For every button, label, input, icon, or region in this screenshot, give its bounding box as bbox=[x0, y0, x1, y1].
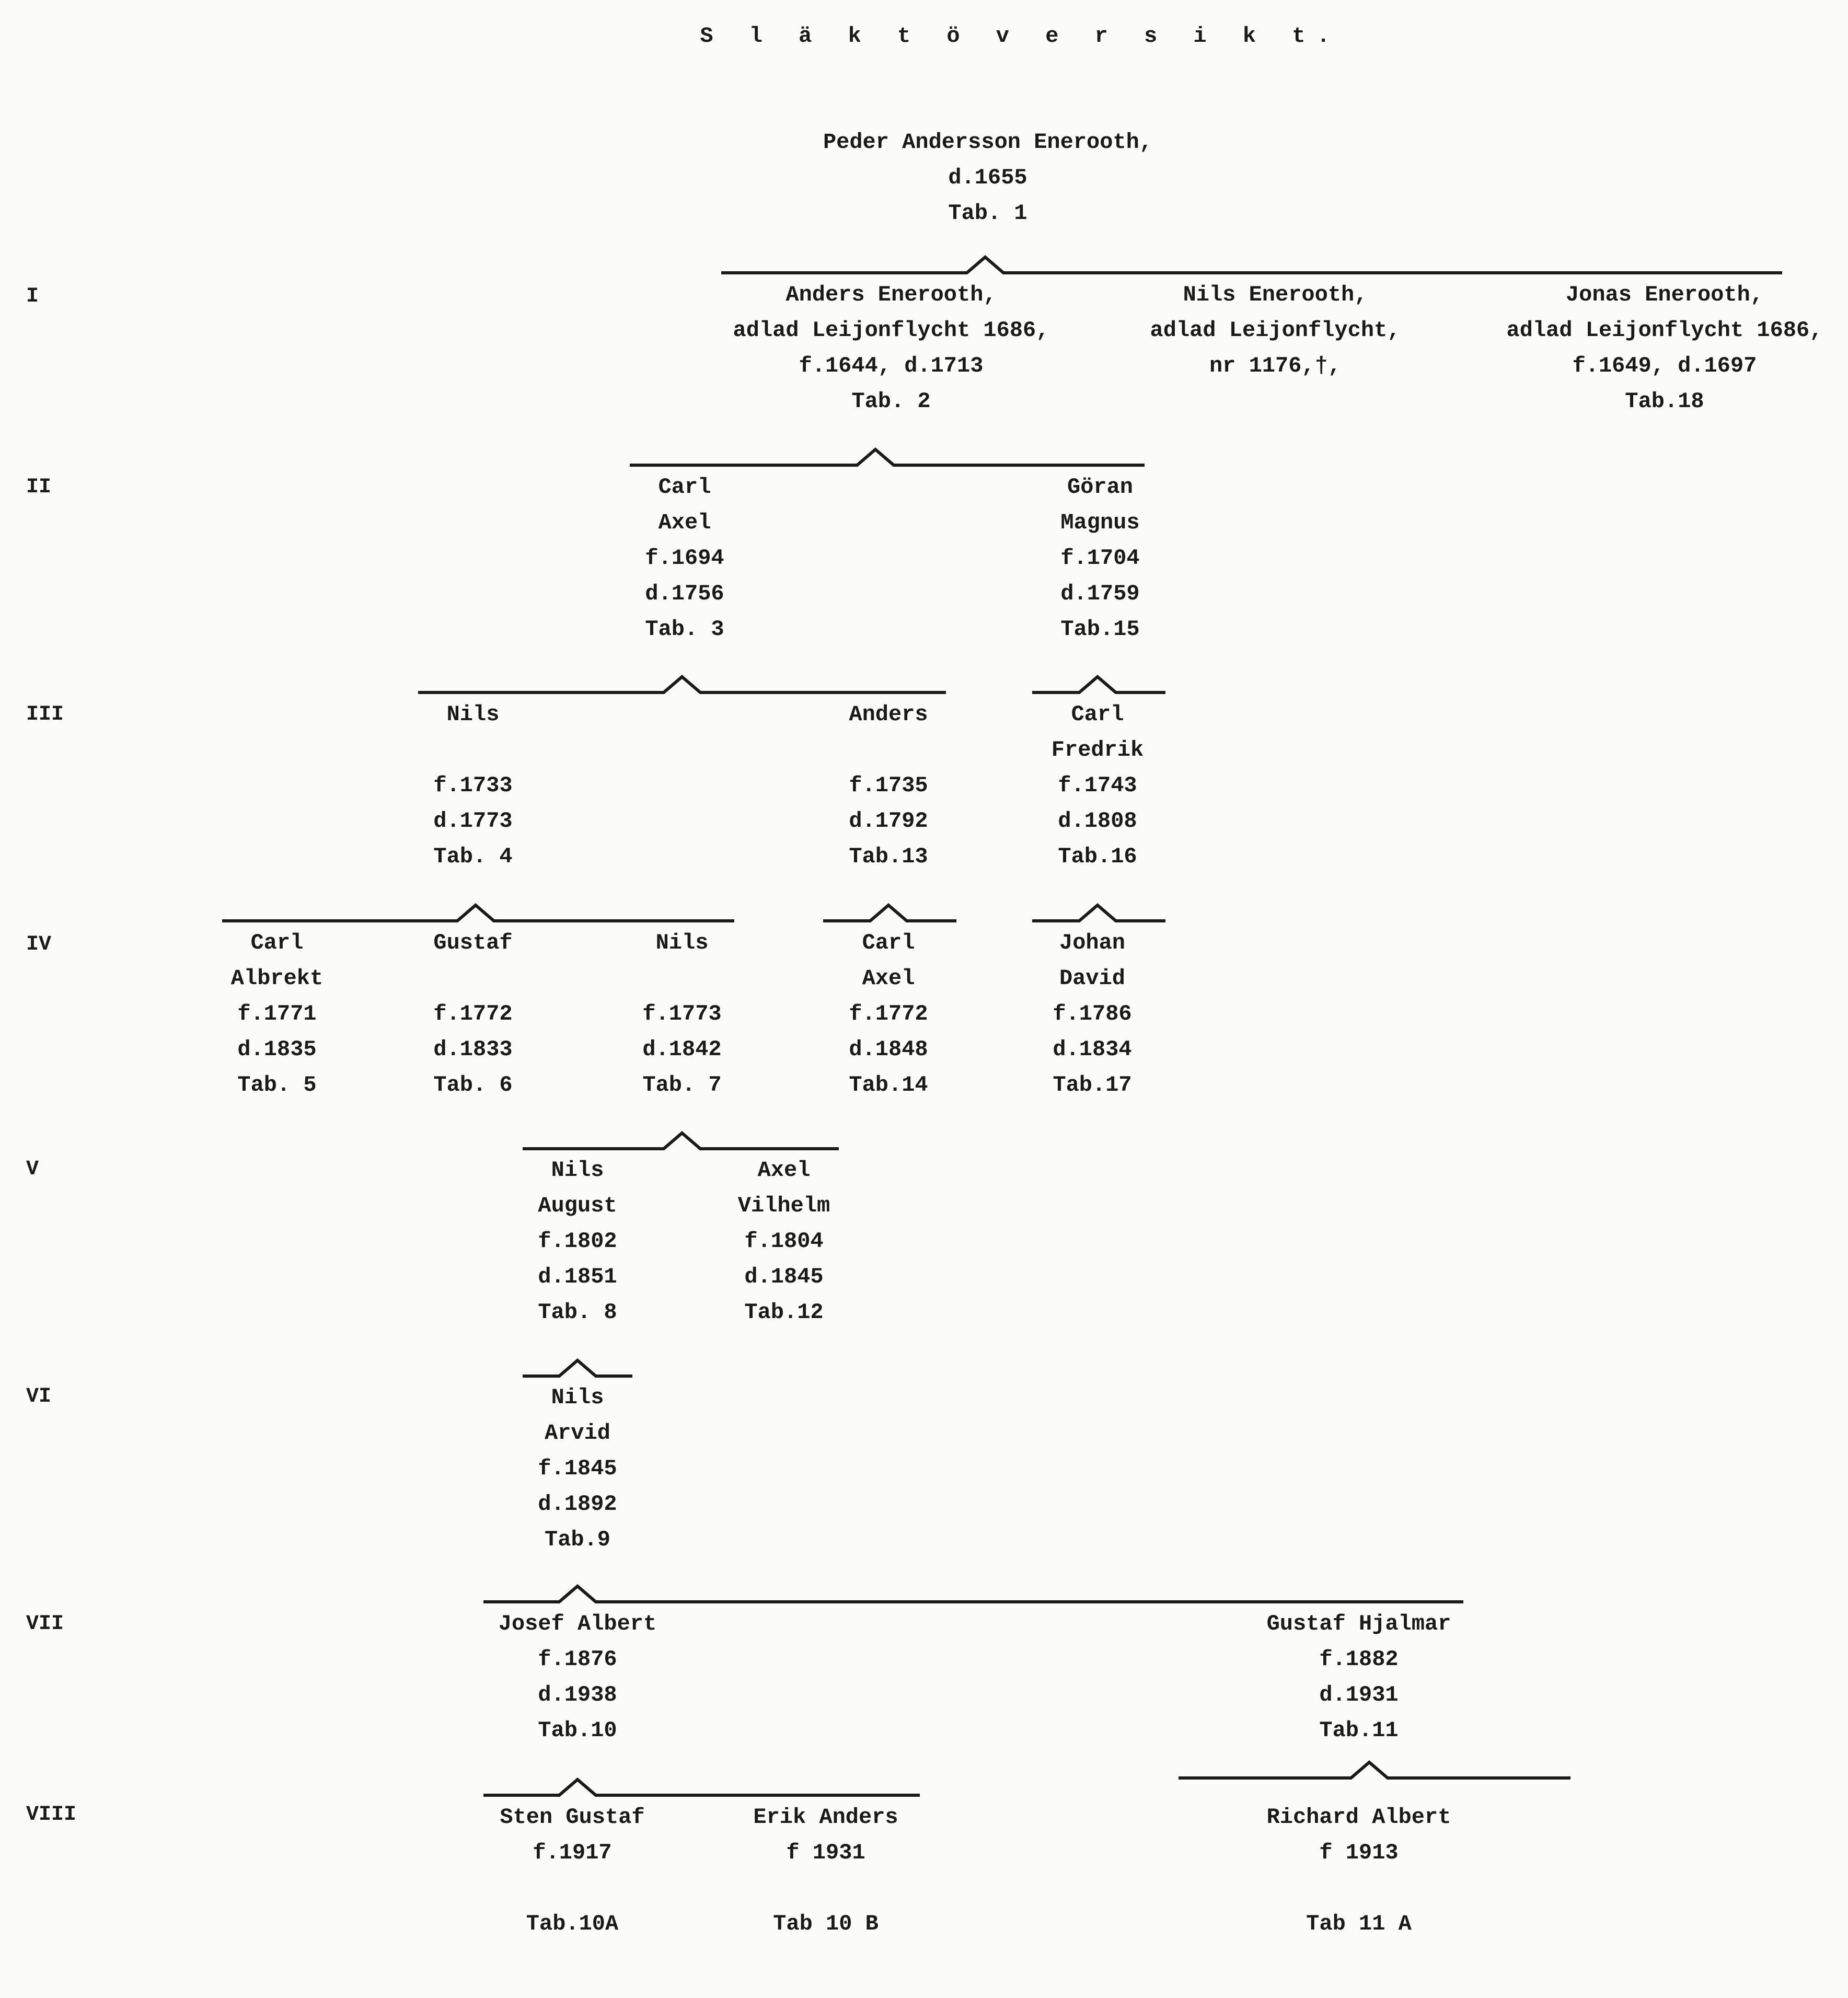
person-line: f.1743 bbox=[1058, 773, 1137, 798]
person-richard-albert bbox=[1176, 1799, 1542, 1942]
person-line: Tab. 4 bbox=[433, 844, 513, 869]
person-line: Tab. 3 bbox=[645, 617, 724, 642]
person-line: f.1694 bbox=[645, 546, 724, 571]
person-line: Tab 10 B bbox=[773, 1911, 879, 1936]
person-line: Nils bbox=[655, 930, 709, 955]
person-line: Axel bbox=[658, 510, 711, 535]
person-line: d.1835 bbox=[237, 1037, 317, 1062]
person-line: f.1882 bbox=[1319, 1647, 1399, 1672]
generation-label: VI bbox=[26, 1385, 52, 1408]
person-line: Tab. 2 bbox=[851, 389, 931, 414]
page-title: S l ä k t ö v e r s i k t. bbox=[700, 24, 1342, 49]
person-line: Axel bbox=[862, 966, 915, 991]
connector-gen-3 bbox=[418, 677, 946, 692]
person-line: f 1913 bbox=[1319, 1840, 1399, 1865]
person-line: Göran bbox=[1067, 475, 1134, 500]
person-line: Arvid bbox=[544, 1420, 611, 1446]
person-line bbox=[290, 732, 656, 768]
person-anders-enerooth bbox=[708, 277, 1074, 419]
person-line: d.1842 bbox=[642, 1037, 722, 1062]
person-line: Jonas Enerooth, bbox=[1565, 282, 1764, 307]
person-line: f.1917 bbox=[533, 1840, 612, 1865]
person-line: d.1808 bbox=[1058, 809, 1137, 834]
person-line: f.1773 bbox=[642, 1001, 722, 1026]
generation-label: VII bbox=[26, 1612, 64, 1636]
connector-gen-8-b bbox=[1179, 1762, 1570, 1778]
person-line: f.1771 bbox=[237, 1001, 317, 1026]
person-line: f.1649, d.1697 bbox=[1572, 353, 1757, 378]
person-line: Tab. 6 bbox=[433, 1072, 513, 1098]
connector-gen-7 bbox=[483, 1586, 1463, 1602]
person-line: Axel bbox=[757, 1158, 811, 1183]
person-line: Tab. 5 bbox=[237, 1072, 317, 1098]
person-line: f 1931 bbox=[786, 1840, 865, 1865]
person-line: d.1938 bbox=[538, 1682, 617, 1707]
person-jonas-enerooth bbox=[1482, 277, 1847, 419]
person-line: d.1756 bbox=[645, 581, 724, 606]
person-line: d.1833 bbox=[433, 1037, 513, 1062]
connector-gen-4 bbox=[222, 905, 734, 921]
person-line: d.1851 bbox=[538, 1264, 617, 1289]
person-line: Richard Albert bbox=[1266, 1805, 1451, 1830]
person-line: d.1773 bbox=[433, 809, 513, 834]
person-line: d.1834 bbox=[1053, 1037, 1132, 1062]
person-line: Erik Anders bbox=[753, 1805, 898, 1830]
person-line: Tab 11 A bbox=[1306, 1911, 1412, 1936]
person-line: Tab.14 bbox=[849, 1072, 928, 1098]
person-erik-anders bbox=[643, 1799, 1009, 1942]
person-line: Gustaf Hjalmar bbox=[1266, 1611, 1451, 1636]
person-line: Nils bbox=[551, 1385, 604, 1410]
person-line: d.1655 bbox=[948, 165, 1027, 190]
person-johan-david bbox=[909, 925, 1275, 1103]
connector-gen-5 bbox=[523, 1133, 839, 1149]
person-line: d.1759 bbox=[1060, 581, 1140, 606]
person-carl-fredrik bbox=[915, 697, 1280, 874]
person-line: Josef Albert bbox=[498, 1611, 657, 1636]
person-line: f.1644, d.1713 bbox=[799, 353, 984, 378]
person-line: adlad Leijonflycht 1686, bbox=[733, 318, 1049, 343]
person-line: August bbox=[538, 1193, 617, 1218]
person-line: nr 1176,†, bbox=[1209, 353, 1342, 378]
person-line: Carl bbox=[862, 930, 915, 955]
person-line: f.1733 bbox=[433, 773, 513, 798]
person-line: Johan bbox=[1059, 930, 1126, 955]
person-nils-arvid bbox=[395, 1380, 760, 1557]
person-line: Tab.10A bbox=[526, 1911, 619, 1936]
person-line bbox=[643, 1870, 1009, 1906]
person-line: Tab.16 bbox=[1058, 844, 1137, 869]
person-line: f.1845 bbox=[538, 1456, 617, 1481]
connector-gen-6 bbox=[523, 1360, 632, 1376]
person-line: Albrekt bbox=[230, 966, 324, 991]
person-line: Tab.15 bbox=[1060, 617, 1140, 642]
person-line: Nils bbox=[446, 702, 500, 727]
person-gustaf-hjalmar bbox=[1176, 1606, 1542, 1748]
person-line: Tab.13 bbox=[849, 844, 928, 869]
person-line: d.1931 bbox=[1319, 1682, 1399, 1707]
person-line bbox=[1176, 1870, 1542, 1906]
generation-label: IV bbox=[26, 933, 52, 956]
person-josef-albert bbox=[395, 1606, 760, 1748]
person-line: Nils Enerooth, bbox=[1183, 282, 1368, 307]
person-nils-1733 bbox=[290, 697, 656, 874]
generation-label: VIII bbox=[26, 1803, 77, 1827]
root-ancestor bbox=[805, 124, 1171, 231]
person-line: Anders bbox=[849, 702, 928, 727]
connector-gen-1 bbox=[721, 257, 1782, 273]
person-line: Tab. 7 bbox=[642, 1072, 722, 1098]
person-line: f.1802 bbox=[538, 1229, 617, 1254]
person-line: f.1704 bbox=[1060, 546, 1140, 571]
person-line: Peder Andersson Enerooth, bbox=[823, 130, 1153, 155]
generation-label: I bbox=[26, 285, 39, 308]
person-line: d.1848 bbox=[849, 1037, 928, 1062]
person-line: f.1735 bbox=[849, 773, 928, 798]
person-goran-magnus bbox=[917, 469, 1283, 647]
person-line: Gustaf bbox=[433, 930, 513, 955]
person-line: d.1892 bbox=[538, 1492, 617, 1517]
person-line: f.1772 bbox=[433, 1001, 513, 1026]
person-nils-enerooth bbox=[1092, 277, 1458, 384]
person-line: f.1876 bbox=[538, 1647, 617, 1672]
person-line: David bbox=[1059, 966, 1126, 991]
person-line: Carl bbox=[1071, 702, 1124, 727]
connector-gen-8 bbox=[483, 1780, 920, 1795]
person-line: Carl bbox=[658, 475, 711, 500]
generation-label: II bbox=[26, 476, 52, 499]
person-line: f.1772 bbox=[849, 1001, 928, 1026]
person-line: Tab. 8 bbox=[538, 1300, 617, 1325]
person-carl-axel bbox=[502, 469, 868, 647]
person-line: Vilhelm bbox=[737, 1193, 830, 1218]
person-line: Carl bbox=[250, 930, 304, 955]
connector-gen-3-b bbox=[1032, 677, 1165, 692]
person-line: Sten Gustaf bbox=[500, 1805, 645, 1830]
person-line: Tab.12 bbox=[744, 1300, 824, 1325]
person-line: Fredrik bbox=[1051, 737, 1144, 763]
generation-label: III bbox=[26, 703, 64, 726]
person-line: Anders Enerooth, bbox=[786, 282, 997, 307]
person-line: Tab.17 bbox=[1053, 1072, 1132, 1098]
generation-label: V bbox=[26, 1158, 39, 1181]
connector-gen-4-c bbox=[1032, 905, 1165, 921]
person-line: Tab. 1 bbox=[948, 201, 1027, 226]
person-line: Tab.18 bbox=[1625, 389, 1704, 414]
person-line: Tab.11 bbox=[1319, 1718, 1399, 1743]
person-line: adlad Leijonflycht 1686, bbox=[1506, 318, 1823, 343]
connector-gen-4-b bbox=[823, 905, 956, 921]
person-line: Nils bbox=[551, 1158, 604, 1183]
person-line: f.1804 bbox=[744, 1229, 824, 1254]
person-line: Magnus bbox=[1060, 510, 1140, 535]
connector-gen-2 bbox=[630, 449, 1145, 465]
person-line: Tab.10 bbox=[538, 1718, 617, 1743]
person-axel-vilhelm bbox=[601, 1152, 967, 1330]
person-line: f.1786 bbox=[1053, 1001, 1132, 1026]
person-line: d.1792 bbox=[849, 809, 928, 834]
person-line: Tab.9 bbox=[544, 1527, 611, 1552]
person-line: adlad Leijonflycht, bbox=[1150, 318, 1401, 343]
person-line: d.1845 bbox=[744, 1264, 824, 1289]
